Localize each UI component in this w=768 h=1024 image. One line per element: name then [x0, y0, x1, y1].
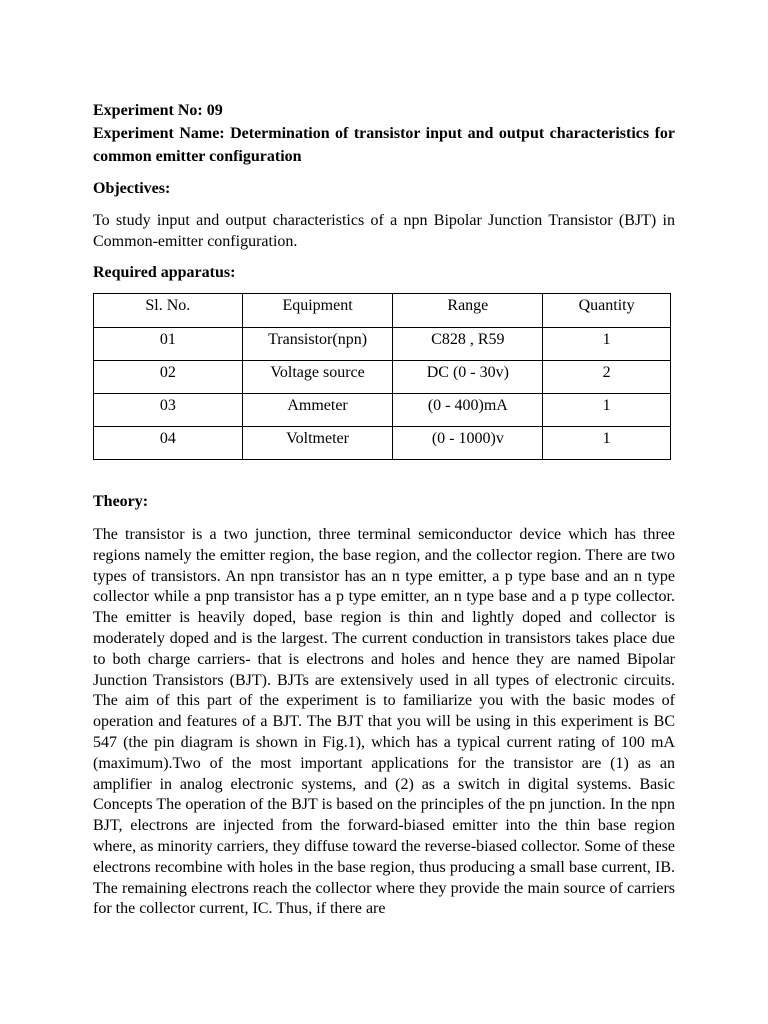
- table-cell: Voltage source: [242, 361, 393, 394]
- objectives-heading: Objectives:: [93, 180, 171, 197]
- table-cell: 04: [94, 427, 243, 460]
- table-cell: 01: [94, 328, 243, 361]
- table-cell: DC (0 - 30v): [393, 361, 543, 394]
- table-cell: 1: [543, 427, 671, 460]
- table-header-cell: Quantity: [543, 294, 671, 328]
- table-header-cell: Sl. No.: [94, 294, 243, 328]
- table-cell: (0 - 1000)v: [393, 427, 543, 460]
- objectives-text: To study input and output characteristics of a npn Bipolar Junction Transistor (BJT) in Common-emitter configuration.: [93, 212, 675, 250]
- table-row: [94, 394, 671, 427]
- table-header-cell: Range: [393, 294, 543, 328]
- experiment-name: Experiment Name: Determination of transistor input and output characteristics for common emitter configuration: [93, 125, 675, 165]
- table-cell: C828 , R59: [393, 328, 543, 361]
- table-header-cell: Equipment: [242, 294, 393, 328]
- theory-heading: Theory:: [93, 493, 149, 510]
- table-cell: 02: [94, 361, 243, 394]
- table-cell: 1: [543, 328, 671, 361]
- document-page: [93, 100, 675, 920]
- table-cell: 03: [94, 394, 243, 427]
- table-header-row: [94, 294, 671, 328]
- apparatus-table: [93, 293, 671, 460]
- theory-text: The transistor is a two junction, three terminal semiconductor device which has three regions namely the emitter region, the base region, and the collector region. There are two types of transistors. An npn transistor has an n type emitter, a p type base and an n type collector while a pnp transistor has a p type emitter, an n type base and a p type collector. The emitter is heavily doped, base region is thin and lightly doped and collector is moderately doped and is the largest. The current conduction in transistors takes place due to both charge carriers- that is electrons and holes and hence they are named Bipolar Junction Transistors (BJT). BJTs are extensively used in all types of electronic circuits. The aim of this part of the experiment is to familiarize you with the basic modes of operation and features of a BJT. The BJT that you will be using in this experiment is BC 547 (the pin diagram is shown in Fig.1), which has a typical current rating of 100 mA (maximum).Two of the most important applications for the transistor are (1) as an amplifier in analog electronic systems, and (2) as a switch in digital systems. Basic Concepts The operation of the BJT is based on the principles of the pn junction. In the npn BJT, electrons are injected from the forward-biased emitter into the thin base region where, as minority carriers, they diffuse toward the reverse-biased collector. Some of these electrons recombine with holes in the base region, thus producing a small base current, IB. The remaining electrons reach the collector where they provide the main source of carriers for the collector current, IC. Thus, if there are: [93, 526, 675, 918]
- table-cell: 2: [543, 361, 671, 394]
- table-cell: Transistor(npn): [242, 328, 393, 361]
- table-row: [94, 328, 671, 361]
- experiment-number: Experiment No: 09: [93, 102, 223, 119]
- table-cell: Voltmeter: [242, 427, 393, 460]
- apparatus-heading: Required apparatus:: [93, 264, 236, 281]
- table-cell: 1: [543, 394, 671, 427]
- table-row: [94, 427, 671, 460]
- table-cell: (0 - 400)mA: [393, 394, 543, 427]
- table-row: [94, 361, 671, 394]
- table-cell: Ammeter: [242, 394, 393, 427]
